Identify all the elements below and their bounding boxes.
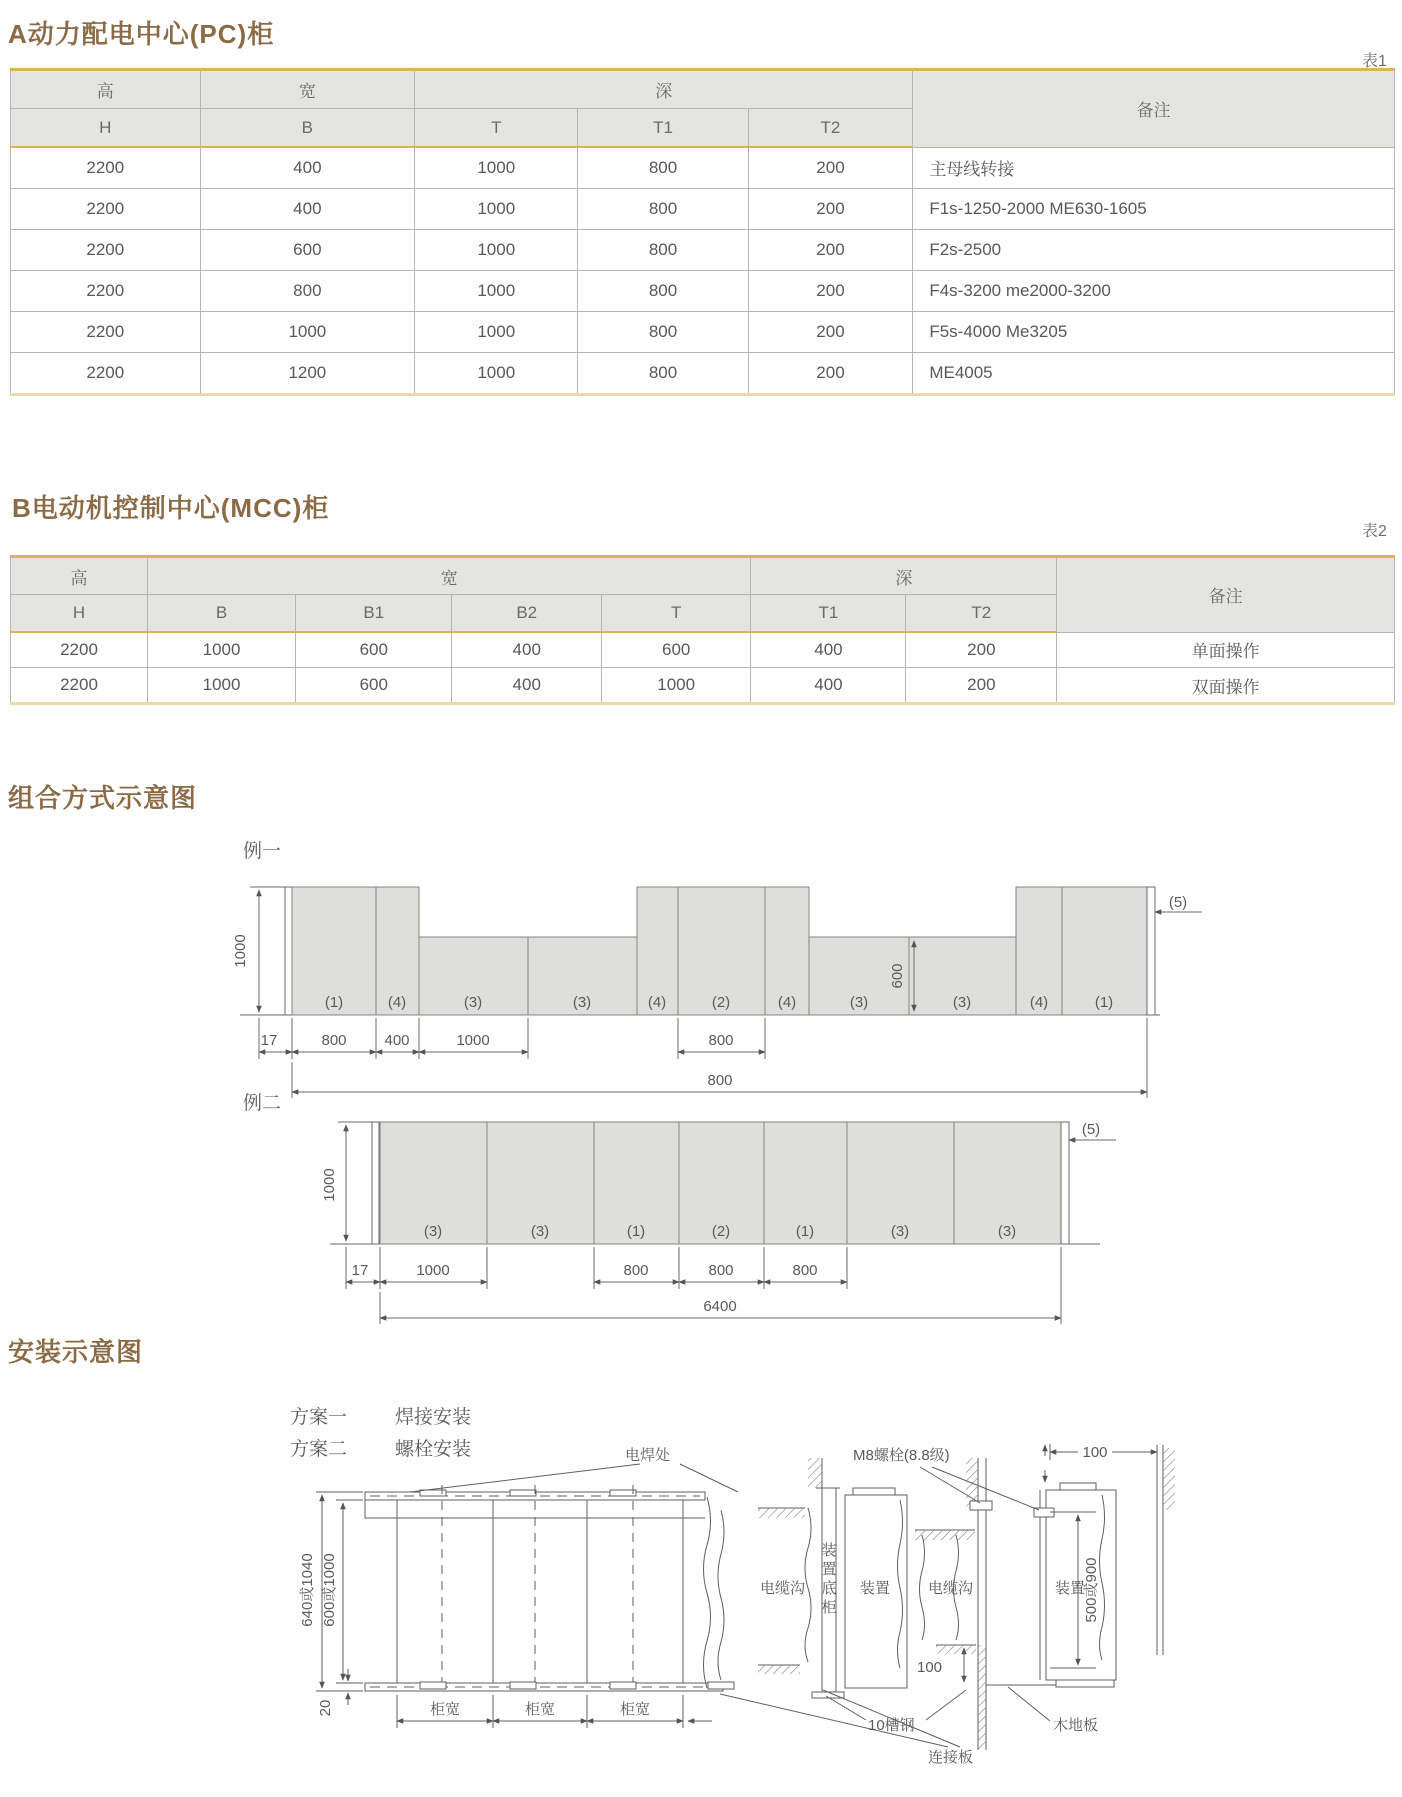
- mid-height-dim: 600: [889, 963, 906, 989]
- block-label: (2): [711, 1223, 731, 1240]
- cell: 200: [748, 147, 913, 189]
- block-label: (4): [387, 994, 407, 1011]
- total-dim: 6400: [703, 1298, 737, 1315]
- cell-remark: F1s-1250-2000 ME630-1605: [913, 189, 1395, 230]
- cell: 200: [748, 189, 913, 230]
- mcc-cabinet-table: [10, 555, 1395, 705]
- cell: 2200: [11, 668, 148, 704]
- table-row: [11, 353, 1395, 395]
- end-panel-label: (5): [1168, 894, 1188, 911]
- table-row: [11, 230, 1395, 271]
- example1-label: 例一: [243, 841, 282, 862]
- cell: 1000: [148, 668, 296, 704]
- device-base-label: 装: [821, 1542, 837, 1559]
- combination-diagram-2: [200, 1100, 1205, 1330]
- scheme2-label: 方案二: [290, 1439, 348, 1460]
- device-2-label: 装置: [1055, 1580, 1086, 1597]
- connection-plate-label: 连接板: [928, 1749, 974, 1766]
- cell: 2200: [11, 312, 201, 353]
- device-1-label: 装置: [860, 1580, 891, 1597]
- cell: 2200: [11, 632, 148, 668]
- weld-spot-label: 电焊处: [625, 1447, 671, 1464]
- cell: 400: [452, 668, 601, 704]
- cell-remark: F2s-2500: [913, 230, 1395, 271]
- cell: 1000: [415, 353, 578, 395]
- cell-remark: F5s-4000 Me3205: [913, 312, 1395, 353]
- block-label: (4): [647, 994, 667, 1011]
- scheme1-text: 焊接安装: [395, 1407, 472, 1428]
- installation-diagram: [260, 1440, 1220, 1797]
- cell: 800: [200, 271, 415, 312]
- cable-trench-2-label: 电缆沟: [928, 1580, 974, 1597]
- dim-100-top: 100: [1082, 1444, 1108, 1461]
- dim-label: 1000: [416, 1262, 450, 1279]
- col-T: T: [601, 595, 750, 633]
- cell: 600: [200, 230, 415, 271]
- dim-label: 17: [351, 1262, 369, 1279]
- cell: 200: [906, 668, 1057, 704]
- dim-100-bottom: 100: [917, 1659, 943, 1676]
- block-label: (3): [423, 1223, 443, 1240]
- col-B1: B1: [296, 595, 452, 633]
- scheme2-text: 螺栓安装: [395, 1439, 472, 1460]
- dim-label: 800: [708, 1032, 734, 1049]
- dim-640-1040: 640或1040: [299, 1553, 316, 1627]
- col-width: 宽: [148, 557, 751, 595]
- block-label: (1): [626, 1223, 646, 1240]
- cabinet-width-dim: 柜宽: [429, 1701, 461, 1718]
- block-label: (1): [1094, 994, 1114, 1011]
- section-b-title: B电动机控制中心(MCC)柜: [12, 493, 330, 523]
- cell: 1000: [415, 271, 578, 312]
- cell: 800: [578, 312, 748, 353]
- cell: 600: [296, 632, 452, 668]
- height-dim: 1000: [321, 1168, 338, 1202]
- col-B: B: [148, 595, 296, 633]
- cell: 1000: [200, 312, 415, 353]
- cell: 2200: [11, 230, 201, 271]
- pc-table-wrap: [10, 68, 1395, 396]
- table-row: [11, 632, 1395, 668]
- cell: 400: [200, 147, 415, 189]
- col-T2: T2: [906, 595, 1057, 633]
- col-remark: 备注: [913, 70, 1395, 148]
- cell: 800: [578, 353, 748, 395]
- cell: 2200: [11, 189, 201, 230]
- block-label: (4): [1029, 994, 1049, 1011]
- table-row: [11, 312, 1395, 353]
- cabinet-width-dim: 柜宽: [524, 1701, 556, 1718]
- dim-label: 1000: [456, 1032, 490, 1049]
- col-B2: B2: [452, 595, 601, 633]
- end-panel-label: (5): [1081, 1121, 1101, 1138]
- combination-diagram-1: [200, 866, 1205, 1098]
- cell: 1000: [415, 230, 578, 271]
- cell: 1000: [415, 147, 578, 189]
- cell: 1000: [415, 189, 578, 230]
- table-row: [11, 271, 1395, 312]
- table-row: [11, 668, 1395, 704]
- cell-remark: 单面操作: [1057, 632, 1395, 668]
- dim-label: 400: [384, 1032, 410, 1049]
- col-T2: T2: [748, 109, 913, 148]
- cell: 600: [601, 632, 750, 668]
- block-label: (3): [997, 1223, 1017, 1240]
- block-label: (1): [324, 994, 344, 1011]
- block-label: (3): [530, 1223, 550, 1240]
- cell: 200: [748, 230, 913, 271]
- dim-label: 17: [260, 1032, 278, 1049]
- cell-remark: F4s-3200 me2000-3200: [913, 271, 1395, 312]
- cabinet-width-dim: 柜宽: [619, 1701, 651, 1718]
- dim-label: 800: [708, 1262, 734, 1279]
- dim-extension-lines: [259, 1018, 1147, 1098]
- cell: 800: [578, 189, 748, 230]
- mcc-table-wrap: [10, 555, 1395, 705]
- block-label: (3): [952, 994, 972, 1011]
- scheme-1: [290, 1402, 471, 1429]
- col-depth: 深: [751, 557, 1057, 595]
- cell: 200: [748, 353, 913, 395]
- cell: 200: [748, 312, 913, 353]
- table2-tag: 表2: [1362, 523, 1387, 540]
- cell: 400: [452, 632, 601, 668]
- cell: 400: [751, 668, 906, 704]
- col-H: H: [11, 109, 201, 148]
- block-label: (3): [572, 994, 592, 1011]
- col-T1: T1: [578, 109, 748, 148]
- cell-remark: 主母线转接: [913, 147, 1395, 189]
- channel-steel-label: 10槽钢: [868, 1717, 915, 1734]
- cell: 200: [748, 271, 913, 312]
- col-B: B: [200, 109, 415, 148]
- table-row: [11, 189, 1395, 230]
- height-dim: 1000: [232, 934, 249, 968]
- table1-tag: 表1: [1362, 53, 1387, 70]
- dim-500-900: 500或900: [1083, 1557, 1100, 1623]
- wood-floor-label: 木地板: [1053, 1717, 1099, 1734]
- install-title: 安装示意图: [8, 1337, 144, 1367]
- table-row: [11, 70, 1395, 109]
- cell: 1000: [415, 312, 578, 353]
- block-label: (3): [849, 994, 869, 1011]
- block-label: (3): [463, 994, 483, 1011]
- cell: 800: [578, 271, 748, 312]
- device-base-label: 置: [821, 1561, 837, 1578]
- cell: 2200: [11, 271, 201, 312]
- col-height: 高: [11, 557, 148, 595]
- col-T1: T1: [751, 595, 906, 633]
- cell: 1200: [200, 353, 415, 395]
- total-dim: 800: [707, 1072, 733, 1089]
- cell: 600: [296, 668, 452, 704]
- device-base-label: 柜: [821, 1599, 837, 1616]
- example2-label: 例二: [243, 1093, 282, 1114]
- cell: 200: [906, 632, 1057, 668]
- device-base-label: 底: [821, 1580, 837, 1597]
- dim-label: 800: [792, 1262, 818, 1279]
- table-row: [11, 147, 1395, 189]
- cell: 1000: [148, 632, 296, 668]
- cell: 800: [578, 147, 748, 189]
- block-label: (4): [777, 994, 797, 1011]
- pc-cabinet-table: [10, 68, 1395, 396]
- cable-trench-1-label: 电缆沟: [760, 1580, 806, 1597]
- col-depth: 深: [415, 70, 913, 109]
- col-remark: 备注: [1057, 557, 1395, 633]
- scheme1-label: 方案一: [290, 1407, 348, 1428]
- dim-20: 20: [317, 1699, 334, 1717]
- cell: 2200: [11, 353, 201, 395]
- combo-title: 组合方式示意图: [8, 783, 198, 813]
- block-label: (1): [795, 1223, 815, 1240]
- block-label: (2): [711, 994, 731, 1011]
- col-height: 高: [11, 70, 201, 109]
- col-T: T: [415, 109, 578, 148]
- block-label: (3): [890, 1223, 910, 1240]
- cell-remark: 双面操作: [1057, 668, 1395, 704]
- dim-label: 800: [321, 1032, 347, 1049]
- cell: 400: [751, 632, 906, 668]
- dim-600-1000: 600或1000: [321, 1553, 338, 1627]
- cell-remark: ME4005: [913, 353, 1395, 395]
- dim-label: 800: [623, 1262, 649, 1279]
- section-a-title: A动力配电中心(PC)柜: [8, 19, 275, 49]
- cell: 400: [200, 189, 415, 230]
- cell: 2200: [11, 147, 201, 189]
- cell: 800: [578, 230, 748, 271]
- col-H: H: [11, 595, 148, 633]
- bolt-label: M8螺栓(8.8级): [853, 1447, 950, 1464]
- table-row: [11, 557, 1395, 595]
- col-width: 宽: [200, 70, 415, 109]
- cell: 1000: [601, 668, 750, 704]
